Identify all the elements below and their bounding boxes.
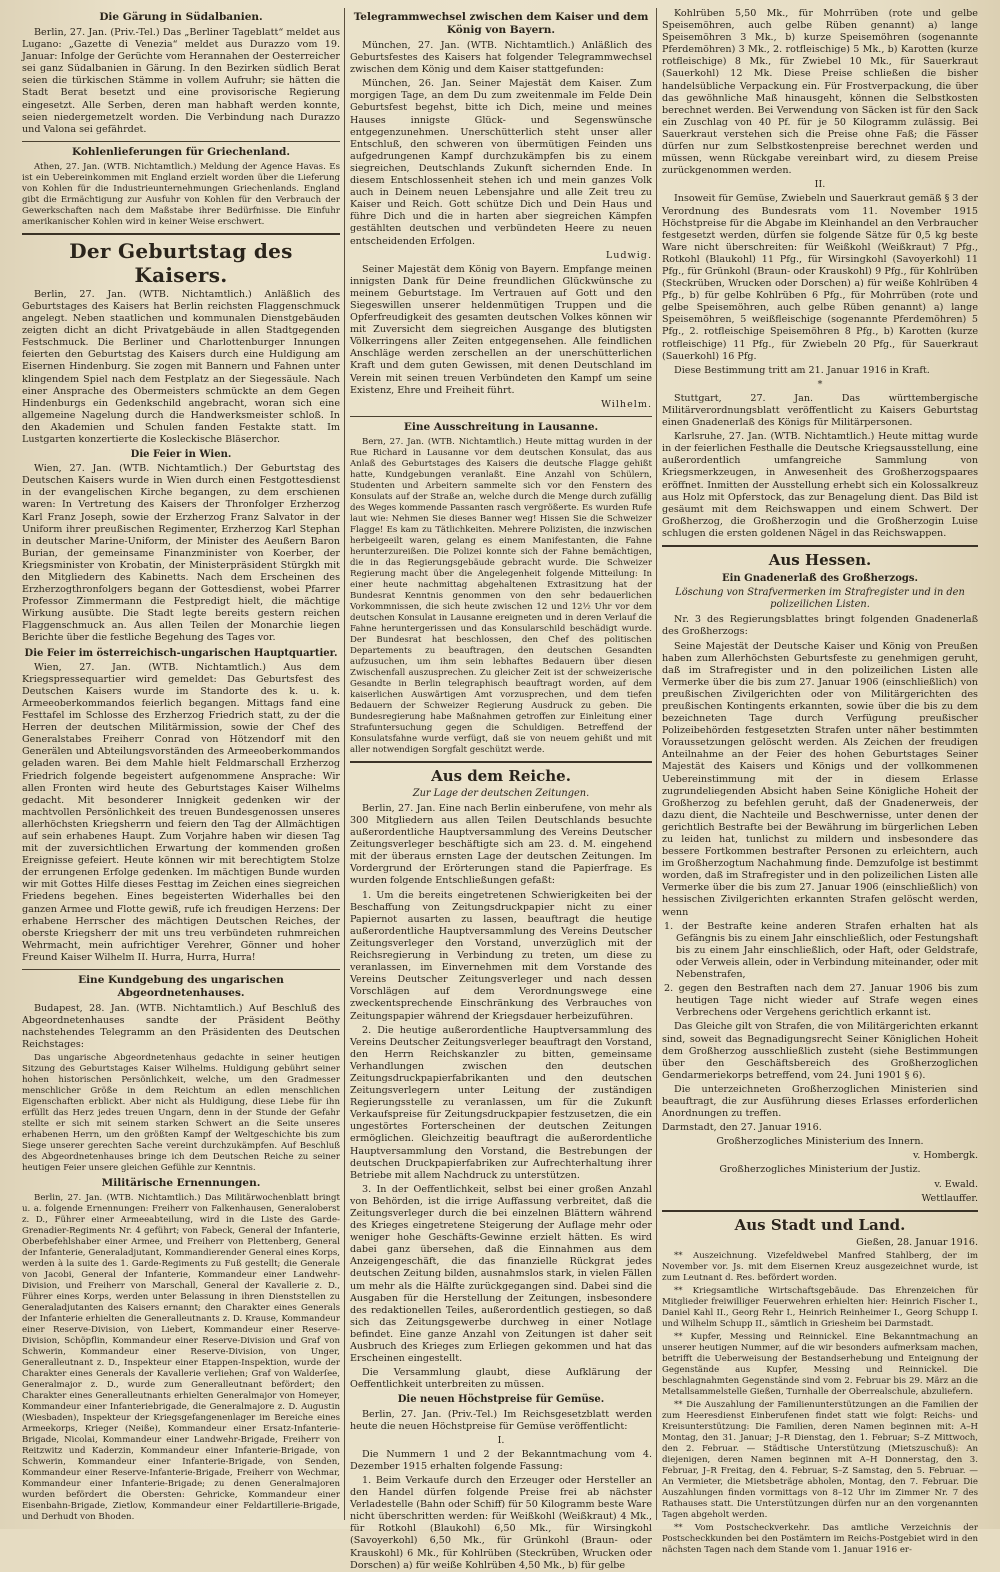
section-headline: Aus dem Reiche. xyxy=(431,766,571,785)
article-title: Militärische Ernennungen. xyxy=(101,1177,261,1190)
divider xyxy=(662,1210,978,1212)
news-item: ** Auszeichnung. Vizefeldwebel Manfred Stahlberg, der im November vor. Js. mit dem Eisernen Kreuz ausgezeichnet wurde, ist zum Leutnant d. Res. befördert worden. xyxy=(662,1250,978,1283)
article-subheading: Ein Gnadenerlaß des Großherzogs. xyxy=(722,573,918,585)
article-text: Diese Bestimmung tritt am 21. Januar 1916 in Kraft. xyxy=(674,364,930,376)
ministry-name: Großherzogliches Ministerium der Justiz. xyxy=(719,1164,921,1176)
column-right xyxy=(662,8,978,1555)
article-text: Berlin, 27. Jan. Eine nach Berlin einberufene, von mehr als 300 Mitgliedern aus allen Teilen Deutschlands besuchte außerordentliche Hauptversammlung des Vereins Deutscher Zeitungsverleger beschäftigte sich am 23. d. M. eingehend mit der überaus ernsten Lage der deutschen Zeitungen. Im Vordergrund der Erörterungen stand die Papierfrage. Es wurden folgende Entschließungen gefaßt: xyxy=(350,802,652,887)
article-text: Seiner Majestät dem König von Bayern. Empfange meinen innigsten Dank für Deine freundlichen Glückwünsche zu meinem Geburtstage. Im Vertrauen auf Gott und den Siegeswillen unserer heldenmütigen Truppen und die Opferfreudigkeit des gesamten deutschen Volkes können wir mit Zuversicht dem siegreichen Ausgange des blutigsten Völkerringens aller Zeiten entgegensehen. Alle feindlichen Anschläge werden zerschellen an der unerschütterlichen Kraft und dem guten Gewissen, mit denen Deutschland im Verein mit seinen treuen Verbündeten den Kampf um seine Existenz, Ehre und Freiheit führt. xyxy=(350,263,652,396)
section-number: II. xyxy=(814,179,826,191)
column-rule xyxy=(344,8,345,1520)
article-text: Seine Majestät der Deutsche Kaiser und König von Preußen haben zum Allerhöchsten Geburtsfeste zu genehmigen geruht, daß im Strafregister und in den polizeilichen Listen alle Vermerke über die bis zum 27. Januar 1906 (einschließlich) von preußischen Zivilgerichten oder von Militärgerichten des preußischen Kontingents erkannten, sowie über die bis zu dem bezeichneten Tage durch Verfügung preußischer Polizeibehörden festgesetzten Strafen unter näher bestimmten Voraussetzungen gelöscht werden. Als Zeichen der freudigen Anteilnahme an der Feier des hohen Geburtstages Seiner Majestät des Kaisers und Königs und der vollkommenen Uebereinstimmung mit der in diesem Erlasse zugrundeliegenden Absicht haben Seine Königliche Hoheit der Großherzog zu befehlen geruht, daß der Gnadenerweis, der dazu dient, die Nachteile und Beschwernisse, unter denen der gerichtlich Bestrafte bei der Bewährung im bürgerlichen Leben zu leiden hat, tunlichst zu mildern und insbesondere das bessere Fortkommen bestrafter Personen zu erleichtern, auch im Großherzogtum Nachahmung finde. Demzufolge ist bestimmt worden, daß im Strafregister und in den polizeilichen Listen alle Vermerke über die bis zum 27. Januar 1906 (einschließlich) von hessischen Zivilgerichten erkannten Strafen gelöscht werden, wenn xyxy=(662,640,978,918)
column-left xyxy=(22,8,340,1523)
list-item: 2. gegen den Bestraften nach dem 27. Januar 1906 bis zum heutigen Tage nicht wieder auf Strafe wegen eines Verbrechens oder Vergehens gerichtlich erkannt ist. xyxy=(664,983,978,1019)
article-subheading: Die Feier im österreichisch-ungarischen Hauptquartier. xyxy=(24,647,338,659)
article-text: Karlsruhe, 27. Jan. (WTB. Nichtamtlich.) Heute mittag wurde in der feierlichen Festhalle die Deutsche Kriegsausstellung, eine außerordentlich umfangreiche Sammlung von Kriegsmerkzeugen, in Anwesenheit des Großherzogspaares eröffnet. Inmitten der Ausstellung erhebt sich ein Kolossalkreuz aus Holz mit Opferstock, das zur Benagelung dient. Das Bild ist gesäumt mit dem Reichswappen und einem Schwert. Der Großherzog, die Großherzogin und die Großherzogin Luise schlugen die ersten goldenen Nägel in das Reichswappen. xyxy=(662,431,978,539)
divider xyxy=(22,141,340,142)
column-middle xyxy=(350,8,652,1571)
dateline: Gießen, 28. Januar 1916. xyxy=(856,1236,978,1248)
divider xyxy=(22,233,340,235)
article-subtitle: Löschung von Strafvermerken im Strafregister und in den polizeilichen Listen. xyxy=(675,587,965,611)
ministry-signature: v. Hombergk. xyxy=(912,1150,978,1162)
article-title: Eine Ausschreitung in Lausanne. xyxy=(403,420,599,433)
divider xyxy=(350,416,652,417)
divider xyxy=(22,969,340,970)
article-text: Wien, 27. Jan. (WTB. Nichtamtlich.) Der Geburtstag des Deutschen Kaisers wurde in Wien durch einen Festgottesdienst in der evangelischen Kirche begangen, zu dem erschienen waren: In Vertretung des Kaisers der Thronfolger Erzherzog Karl Franz Joseph, sowie der Erzherzog Franz Salvator in der Uniform ihrer preußischen Regimenter, Erzherzog Karl Stephan in deutscher Marine-Uniform, der Minister des Aeußern Baron Burian, der gemeinsame Finanzminister von Koerber, der Kriegsminister von Krobatin, der Ministerpräsident Stürgkh mit den Mitgliedern des Kabinetts. Nach dem Erscheinen des Erzherzogthronfolgers begann der Gottesdienst, wobei Pfarrer Professor Zimmermann die Festpredigt hielt, die mächtige Wirkung ausübte. Die Stadt legte bereits gestern reichen Flaggenschmuck an. Aus allen Teilen der Monarchie liegen Berichte über die festliche Begehung des Tages vor. xyxy=(22,463,340,644)
article-text: Insoweit für Gemüse, Zwiebeln und Sauerkraut gemäß § 3 der Verordnung des Bundesrats vom 11. November 1915 Höchstpreise für die Abgabe im Kleinhandel an den Verbraucher festgesetzt werden, dürfen sie folgende Sätze für 0,5 kg beste Ware nicht überschreiten: für Weißkohl (Weißkraut) 7 Pfg., Rotkohl (Blaukohl) 11 Pfg., für Wirsingkohl (Savoyerkohl) 11 Pfg., für Grünkohl (Braun- oder Krauskohl) 9 Pfg., für Kohlrüben (Steckrüben, Wrucken oder Dorschen) a) für weiße Kohlrüben 4 Pfg., b) für gelbe Kohlrüben 6 Pfg., für Mohrrüben (rote und gelbe Speisemöhren, auch gelbe Rüben genannt) a) lange Speisemöhren, 5 weißfleischige (sogenannte Pferdemöhren) 5 Pfg., 2. rotfleischige Speisemöhren 8 Pfg., b) Karotten (kurze rotfleischige) 11 Pfg., für Zwiebeln 20 Pfg., für Sauerkraut (Sauerkohl) 16 Pfg. xyxy=(662,193,978,362)
divider xyxy=(662,545,978,547)
article-text: München, 26. Jan. Seiner Majestät dem Kaiser. Zum morgigen Tage, an dem Du zum zweitenmale im Felde Dein Geburtsfest begehst, bitte ich Dich, meine und meines Hauses innigste Glück- und Segenswünsche entgegenzunehmen. Unerschütterlich steht unser aller Entschluß, den schweren von übermütigen Feinden uns aufgedrungenen Kampf durchzukämpfen bis zu einem siegreichen, Deutschlands Zukunft sichernden Ende. In diesem Entschlossenheit stehen ich und mein ganzes Volk auch in Deinem neuen Lebensjahre und alle Zeit treu zu Kaiser und Reich. Gott schütze Dich und Dein Haus und führe Dich und die in harten aber siegreichen Kämpfen gestählten deutschen und verbündeten Heere zu neuen entscheidenden Erfolgen. xyxy=(350,78,652,247)
section-number: I. xyxy=(497,1434,505,1446)
article-text: Budapest, 28. Jan. (WTB. Nichtamtlich.) Auf Beschluß des Abgeordnetenhauses sandte der Präsident Beöthy nachstehendes Telegramm an den Präsidenten des Deutschen Reichstages: xyxy=(22,1003,340,1051)
news-item: ** Vom Postscheckverkehr. Das amtliche Verzeichnis der Postscheckkunden bei den Postämtern im Reichs-Postgebiet wird in den nächsten Tagen nach dem Stande vom 1. Januar 1916 er- xyxy=(662,1522,978,1555)
numbered-list xyxy=(662,921,978,1020)
article-text: Das Gleiche gilt von Strafen, die von Militärgerichten erkannt sind, soweit das Begnadigungsrecht Seiner Königlichen Hoheit dem Großherzog ausschließlich zusteht (siehe Bestimmungen über den Geschäftsbereich des Großherzoglichen Gendarmeriekorps betreffend, vom 24. Juni 1901 § 6). xyxy=(662,1021,978,1081)
article-text: Bern, 27. Jan. (WTB. Nichtamtlich.) Heute mittag wurden in der Rue Richard in Lausanne vor dem deutschen Konsulat, das aus Anlaß des Geburtstages des Kaisers die deutsche Flagge gehißt hatte, Kundgebungen veranlaßt. Eine Anzahl von Schülern, Studenten und Arbeitern sammelte sich vor den Fenstern des Konsulats auf der Straße an, welche durch die Menge durch zufällig des Weges kommende Passanten rasch vergrößerte. Es wurden Rufe laut wie: Nehmen Sie dieses Banner weg! Hissen Sie die Schweizer Flagge! Es kam zu Tätlichkeiten. Mehrere Polizisten, die inzwischen herbeigeeilt waren, gelang es einem Manifestanten, die Fahne herunterzureißen. Die Polizei konnte sich der Fahne bemächtigen, die in das Regierungsgebäude gebracht wurde. Die Schweizer Regierung macht über die Angelegenheit folgende Mitteilung: In einer heute nachmittag abgehaltenen Extrasitzung hat der Bundesrat Kenntnis genommen von den sehr bedauerlichen Vorkommnissen, die sich heute zwischen 12 und 12½ Uhr vor dem deutschen Konsulat in Lausanne ereigneten und in deren Verlauf die Fahne heruntergerissen und das Konsularschild beschädigt wurde. Der Bundesrat hat beschlossen, den Chef des politischen Departements zu beauftragen, den deutschen Gesandten aufzusuchen, um ihm sein lebhaftes Bedauern über diesen Zwischenfall auszusprechen. Zu gleicher Zeit ist der schweizerische Gesandte in Berlin telegraphisch beauftragt worden, auf dem kaiserlichen Auswärtigen Amt vorzusprechen, und dem tiefen Bedauern der Schweizer Regierung Ausdruck zu geben. Die Bundesregierung habe Maßnahmen getroffen zur Einleitung einer Strafuntersuchung gegen die Schuldigen. Betreffend der Konsulatsfahne wurde verfügt, daß sie von neuem gehißt und mit aller notwendigen Sorgfalt geschützt werde. xyxy=(350,436,652,755)
article-text: Berlin, 27. Jan. (WTB. Nichtamtlich.) Das Militärwochenblatt bringt u. a. folgende Ernennungen: Freiherr von Falkenhausen, Generaloberst z. D., Führer einer Armeeabteilung, wird in die Liste des Garde-Grenadier-Regiments Nr. 4 geführt; von Fabeck, General der Infanterie, Oberbefehlshaber einer Armee, und Freiherr von Plettenberg, General der Infanterie, Generaladjutant, Kommandierender General eines Korps, werden à la suite des 1. Garde-Regiments zu Fuß gestellt; die Generale von Jacobi, General der Infanterie, Kommandeur einer Landwehr-Division, und Freiherr von Marschall, General der Kavallerie z. D., Führer eines Korps, werden unter Belassung in ihren Dienststellen zu Generaladjutanten des Kaisers ernannt; den Charakter eines Generals der Infanterie erhielten die Generalleutnants z. D. Krause, Kommandeur einer Reserve-Division, von Liebert, Kommandeur einer Reserve-Division, Schöpflin, Kommandeur einer Reserve-Division und Graf von Schwerin, Kommandeur einer Reserve-Division, von Unger, Generalleutnant z. D., Inspekteur einer Etappen-Inspektion, wurde der Charakter eines Generals der Kavallerie verliehen; Graf von Walderſee, Generalmajor z. D., wurde zum Generalleutnant befördert; den Charakter eines Generalleutnants erhielten Generalmajor von Homeyer, Kommandeur einer Infanteriebrigade, die Generalmajore z. D. Augustin (Wiesbaden), Inspekteur der Kriegsgefangenenlager im Bereiche eines Armeekorps, Krieger (Neiße), Kommandeur einer Ersatz-Infanterie-Brigade, Nicolai, Kommandeur einer Landwehr-Brigade, Freiherr von Reitzwitz und Kaderzin, Kommandeur einer Infanterie-Brigade, von Schwerin, Kommandeur einer Infanterie-Brigade, von Senden, Kommandeur einer Reserve-Infanterie-Brigade, Freiherr von Wechmar, Kommandeur einer Infanterie-Brigade; zu denen Generalmajoren wurden befördert die Obersten: Gehricke, Kommandeur einer Eisenbahn-Brigade, Zietlow, Kommandeur einer Feldartillerie-Brigade, und Derhudt von Bhoden. xyxy=(22,1193,340,1523)
article-title: Die Gärung in Südalbanien. xyxy=(99,11,263,23)
article-title: Eine Kundgebung des ungarischen Abgeordnetenhauses. xyxy=(78,974,284,999)
signature: Wilhelm. xyxy=(601,398,652,410)
article-title: Telegrammwechsel zwischen dem Kaiser und dem König von Bayern. xyxy=(353,11,649,36)
article-text: Die Versammlung glaubt, diese Aufklärung der Oeffentlichkeit unterbreiten zu müssen. xyxy=(350,1367,652,1391)
section-headline: Der Geburtstag des Kaisers. xyxy=(69,238,293,287)
article-text: Berlin, 27. Jan. (Priv.-Tel.) Im Reichsgesetzblatt werden heute die neuen Höchstpreise für Gemüse veröffentlicht: xyxy=(350,1408,652,1432)
article-text: Die unterzeichneten Großherzoglichen Ministerien sind beauftragt, die zur Ausführung dieses Erlasses erforderlichen Anordnungen zu treffen. xyxy=(662,1083,978,1120)
separator-star: * xyxy=(817,378,823,390)
article-text: Berlin, 27. Jan. (WTB. Nichtamtlich.) Anläßlich des Geburtstages des Kaisers hat Berlin reichsten Flaggenschmuck angelegt. Neben staatlichen und kommunalen Dienstgebäuden zeigten dicht an dicht Privatgebäude in allen Stadtgegenden Festschmuck. Die Berliner und Charlottenburger Innungen feierten den Geburtstag des Kaisers durch eine Huldigung am Eisernen Hindenburg. Sie zogen mit Bannern und Fahnen unter klingendem Spiel nach dem Festplatz an der Siegessäule. Nach einer Ansprache des Obermeisters schmückte an dem Gegen Hindenburgs ein Gedenkschild angebracht, woran sich eine allgemeine Nagelung durch die Handwerksmeister schloß. In den Akademien und Schulen fanden Festakte statt. Im Lustgarten konzertierte die Kosleckische Bläserchor. xyxy=(22,288,340,445)
article-subtitle: Zur Lage der deutschen Zeitungen. xyxy=(412,787,590,799)
article-text: Stuttgart, 27. Jan. Das württembergische Militärverordnungsblatt veröffentlicht zu Kaisers Geburtstag einen Gnadenerlaß des Königs für Militärpersonen. xyxy=(662,392,978,429)
article-text: Kohlrüben 5,50 Mk., für Mohrrüben (rote und gelbe Speisemöhren, auch gelbe Rüben genannt) a) lange Speisemöhren 3 Mk., b) kurze Speisemöhren (sogenannte Pferdemöhren) 3 Mk., 2. rotfleischige) 5 Mk., b) Karotten (kurze rotfleischige) 8 Mk., für Zwiebel 10 Mk., für Sauerkraut (Sauerkohl) 12 Mk. Diese Preise schließen die bisher handelsübliche Verpackung ein. Für Frostverpackung, die über das gewöhnliche Maß hinausgeht, können die Selbstkosten berechnet werden. Bei Verwendung von Säcken ist für den Sack ein Zuschlag von 40 Pf. für je 50 Kilogramm zulässig. Bei Sauerkraut verstehen sich die Preise ohne Faß; die Fässer dürfen nur zum Selbstkostenpreise berechnet werden und müssen, wenn Rückgabe vereinbart wird, zu diesem Preise zurückgenommen werden. xyxy=(662,8,978,177)
news-item: ** Kriegsamtliche Wirtschaftsgebäude. Das Ehrenzeichen für Mitglieder freiwilliger Feuerwehren erhielten hier: Heinrich Fischer I., Daniel Kahl II., Georg Rehr I., Heinrich Reinheimer I., Georg Schupp I. und Wilhelm Schupp II., sämtlich in Griesheim bei Darmstadt. xyxy=(662,1285,978,1329)
section-headline: Aus Stadt und Land. xyxy=(734,1215,906,1234)
article-text: 1. Um die bereits eingetretenen Schwierigkeiten bei der Beschaffung von Zeitungsdruckpapier nicht zu einer Papiernot ausarten zu lassen, beauftragt die heutige außerordentliche Hauptversammlung des Vereins Deutscher Zeitungsverleger den Vorstand, unverzüglich mit der Reichsregierung in Verbindung zu treten, um diese zu veranlassen, im Einvernehmen mit dem Vorstande des Vereins Deutscher Zeitungsverleger und nach dessen Vorschlägen auf dem Verordnungswege eine zweckentsprechende Einschränkung des Verbrauches von Zeitungspapier während der Kriegsdauer herbeizuführen. xyxy=(350,889,652,1022)
list-item: 1. der Bestrafte keine anderen Strafen erhalten hat als Gefängnis bis zu einem Jahr einschließlich, oder Festungshaft bis zu einem Jahr einschließlich, oder Haft, oder Geldstrafe, oder Verweis allein, oder in Verbindung miteinander, oder mit Nebenstrafen, xyxy=(664,920,978,981)
article-text: 1. Beim Verkaufe durch den Erzeuger oder Hersteller an den Handel dürfen folgende Preise frei ab nächster Verladestelle (Bahn oder Schiff) für 50 Kilogramm beste Ware nicht überschritten werden: für Weißkohl (Weißkraut) 4 Mk., für Rotkohl (Blaukohl) 6,50 Mk., für Wirsingkohl (Savoyerkohl) 6,50 Mk., für Grünkohl (Braun- oder Krauskohl) 6 Mk., für Kohlrüben (Steckrüben, Wrucken oder Dorschen) a) für weiße Kohlrüben 4,50 Mk., b) für gelbe xyxy=(350,1474,652,1571)
article-text: Athen, 27. Jan. (WTB. Nichtamtlich.) Meldung der Agence Havas. Es ist ein Uebereinkommen mit England erzielt worden über die Lieferung von Kohlen für die Industrieunternehmungen Griechenlands. England gibt die Ermächtigung zur Ausfuhr von Kohlen für den Verbrauch der Gewerkschaften nach dem Maßstabe ihrer Bedürfnisse. Die Einfuhr amerikanischer Kohlen wird in keiner Weise erschwert. xyxy=(22,161,340,227)
section-headline: Aus Hessen. xyxy=(768,551,872,570)
divider xyxy=(350,761,652,763)
ministry-signature: v. Ewald. xyxy=(934,1178,978,1190)
article-text: Die Nummern 1 und 2 der Bekanntmachung vom 4. Dezember 1915 erhalten folgende Fassung: xyxy=(350,1448,652,1472)
ministry-name: Großherzogliches Ministerium des Innern. xyxy=(716,1136,924,1148)
article-subheading: Die Feier in Wien. xyxy=(130,449,232,461)
article-text: 2. Die heutige außerordentliche Hauptversammlung des Vereins Deutscher Zeitungsverleger beauftragt den Vorstand, den Herrn Reichskanzler zu bitten, gemeinsame Verhandlungen zwischen den deutschen Zeitungsdruckpapierfabrikanten und den deutschen Zeitungsverlegern unter Leitung der zuständigen Regierungsstelle zu veranlassen, um für die Zukunft Verkaufspreise für Zeitungsdruckpapier festzusetzen, die ein ungestörtes Forterscheinen der deutschen Zeitungen ermöglichen. Gleichzeitig beauftragt die außerordentliche Hauptversammlung den Vorstand, die Bestrebungen der deutschen Druckpapierfabriken zur Aufrechterhaltung ihrer Betriebe mit allem Nachdruck zu unterstützen. xyxy=(350,1024,652,1181)
news-item: ** Kupfer, Messing und Reinnickel. Eine Bekanntmachung an unserer heutigen Nummer, auf die wir besonders aufmerksam machen, betrifft die Ueberweisung der Bestandserhebung und Enteignung der Gegenstände aus Kupfer, Messing und Reinnickel. Die beschlagnahmten Gegenstände sind vom 2. Februar bis 29. März an die Metallsammelstelle Gießen, Turnhalle der Oberrealschule, abzuliefern. xyxy=(662,1331,978,1397)
article-text: München, 27. Jan. (WTB. Nichtamtlich.) Anläßlich des Geburtsfestes des Kaisers hat folgender Telegrammwechsel zwischen dem König und dem Kaiser stattgefunden: xyxy=(350,40,652,76)
article-title: Kohlenlieferungen für Griechenland. xyxy=(71,145,291,158)
news-item: ** Die Auszahlung der Familienunterstützungen an die Familien der zum Heeresdienst Einberufenen findet statt wie folgt: Reichs- und Kreisunterstützung: Die Familien, deren Namen beginnen mit: A–H Montag, den 31. Januar; J–R Dienstag, den 1. Februar; S–Z Mittwoch, den 2. Februar. — Städtische Unterstützung (Mietszuschuß): An diejenigen, deren Namen beginnen mit A–H Donnerstag, den 3. Februar, J–R Freitag, den 4. Februar, S–Z Samstag, den 5. Februar. — An Vermieter, die Mietsbeträge abholen, Montag, den 7. Februar. Die Auszahlungen finden vormittags von 8–12 Uhr im Zimmer Nr. 7 des Rathauses statt. Die Unterstützungen dürfen nur an den vorgenannten Tagen abgeholt werden. xyxy=(662,1399,978,1520)
signature: Ludwig. xyxy=(605,249,652,261)
column-rule xyxy=(656,8,657,1520)
article-subheading: Die neuen Höchstpreise für Gemüse. xyxy=(397,1394,605,1406)
article-text: Das ungarische Abgeordnetenhaus gedachte in seiner heutigen Sitzung des Geburtstages Kaiser Wilhelms. Huldigung gebührt seiner hohen historischen Persönlichkeit, welche, um den Gradmesser menschlicher Größe in dem Reichtum an edlen menschlichen Eigenschaften erblickt. Aber nicht als Huldigung, diese Liebe für ihn erfüllt das Herz jedes treuen Ungarn, denn in der Stunde der Gefahr stellte er sich mit seinem starken Schwert an die Seite unseres erhabenen Herrn, um den größten Kampf der Weltgeschichte bis zum Siege unserer gerechten Sache vereint durchzukämpfen. Auf Beschluß des Abgeordnetenhauses bringe ich dem Deutschen Reiche zu seiner heutigen Feier unsere gleichen Gefühle zur Kenntnis. xyxy=(22,1053,340,1174)
article-text: Berlin, 27. Jan. (Priv.-Tel.) Das „Berliner Tageblatt“ meldet aus Lugano: „Gazette di Venezia“ meldet aus Durazzo vom 19. Januar: Infolge der Gerüchte vom Herannahen der Oesterreicher sei ganz Südalbanien in Gärung. In den Bezirken südlich Berat seien die türkischen Stämme in vollem Aufruhr; sie hätten die Stadt Berat besetzt und eine provisorische Regierung eingesetzt. Alle Serben, deren man habhaft werden konnte, seien niedergemetzelt worden. Die Verbindung nach Durazzo und Valona sei gefährdet. xyxy=(22,27,340,135)
article-text: Wien, 27. Jan. (WTB. Nichtamtlich.) Aus dem Kriegspressequartier wird gemeldet: Das Geburtsfest des Deutschen Kaisers wurde im Standorte des k. u. k. Armeeoberkommandos feierlich begangen. Mittags fand eine Festtafel im Schlosse des Erzherzog Friedrich statt, zu der die Herren der deutschen Militärmission, sowie der Chef des Generalstabes Freiherr Conrad von Hötzendorf mit den Generälen und Abteilungsvorständen des Armeeoberkommandos geladen waren. Bei dem Mahle hielt Feldmarschall Erzherzog Friedrich folgende begeistert aufgenommene Ansprache: Wir allen Fronten wird heute des Geburtstages Kaiser Wilhelms gedacht. Mit besonderer Innigkeit gedenken wir der machtvollen Persönlichkeit des treuen Bundesgenossen unseres allerhöchsten Kriegsherrn und feiern den Tag der Allmächtigen auf sein erhabenes Haupt. Zum Vorjahre haben wir diesen Tag mit der zuversichtlichen Erwartung der kommenden großen Ereignisse gefeiert. Heute können wir mit berechtigtem Stolze der errungenen Erfolge gedenken. Im mächtigen Bunde wurden wir mit Gottes Hilfe dieses Festtag im Zeichen eines siegreichen Friedens begehen. Eines begeisterten Widerhalles bei den ganzen Armee und Flotte gewiß, rufe ich freudigen Herzens: Der erhabene Herrscher des mächtigen Deutschen Reiches, der oberste Kriegsherr der mit uns treu verbündeten ruhmreichen Wehrmacht, mein aufrichtiger Verehrer, Gönner und hoher Freund Kaiser Wilhelm II. Hurra, Hurra, Hurra! xyxy=(22,661,340,963)
article-text: 3. In der Oeffentlichkeit, selbst bei einer großen Anzahl von Behörden, ist die irrige Auffassung verbreitet, daß die Zeitungsverleger durch die bei einzelnen Blättern während des Krieges eingetretene Steigerung der Auflage mehr oder weniger hohe Geschäfts-Gewinne erzielt hätten. Es wird dabei ganz übersehen, daß die Einnahmen aus dem Anzeigengeschäft, die das finanzielle Rückgrat jedes deutschen Zeitung bilden, ausnahmslos stark, in vielen Fällen um mehr als die Hälfte zurückgegangen sind. Dabei sind die Ausgaben für die Herstellung der Zeitungen, insbesondere des redaktionellen Teiles, außerordentlich gestiegen, so daß sich das Zeitungsgewerbe durchweg in einer Notlage befindet. Eine ganze Anzahl von Zeitungen ist daher seit Ausbruch des Krieges zum Erliegen gekommen und hat das Erscheinen eingestellt. xyxy=(350,1183,652,1365)
place-date: Darmstadt, den 27. Januar 1916. xyxy=(662,1122,822,1134)
final-signature: Wettlauffer. xyxy=(921,1192,978,1204)
article-text: Nr. 3 des Regierungsblattes bringt folgenden Gnadenerlaß des Großherzogs: xyxy=(662,614,978,638)
